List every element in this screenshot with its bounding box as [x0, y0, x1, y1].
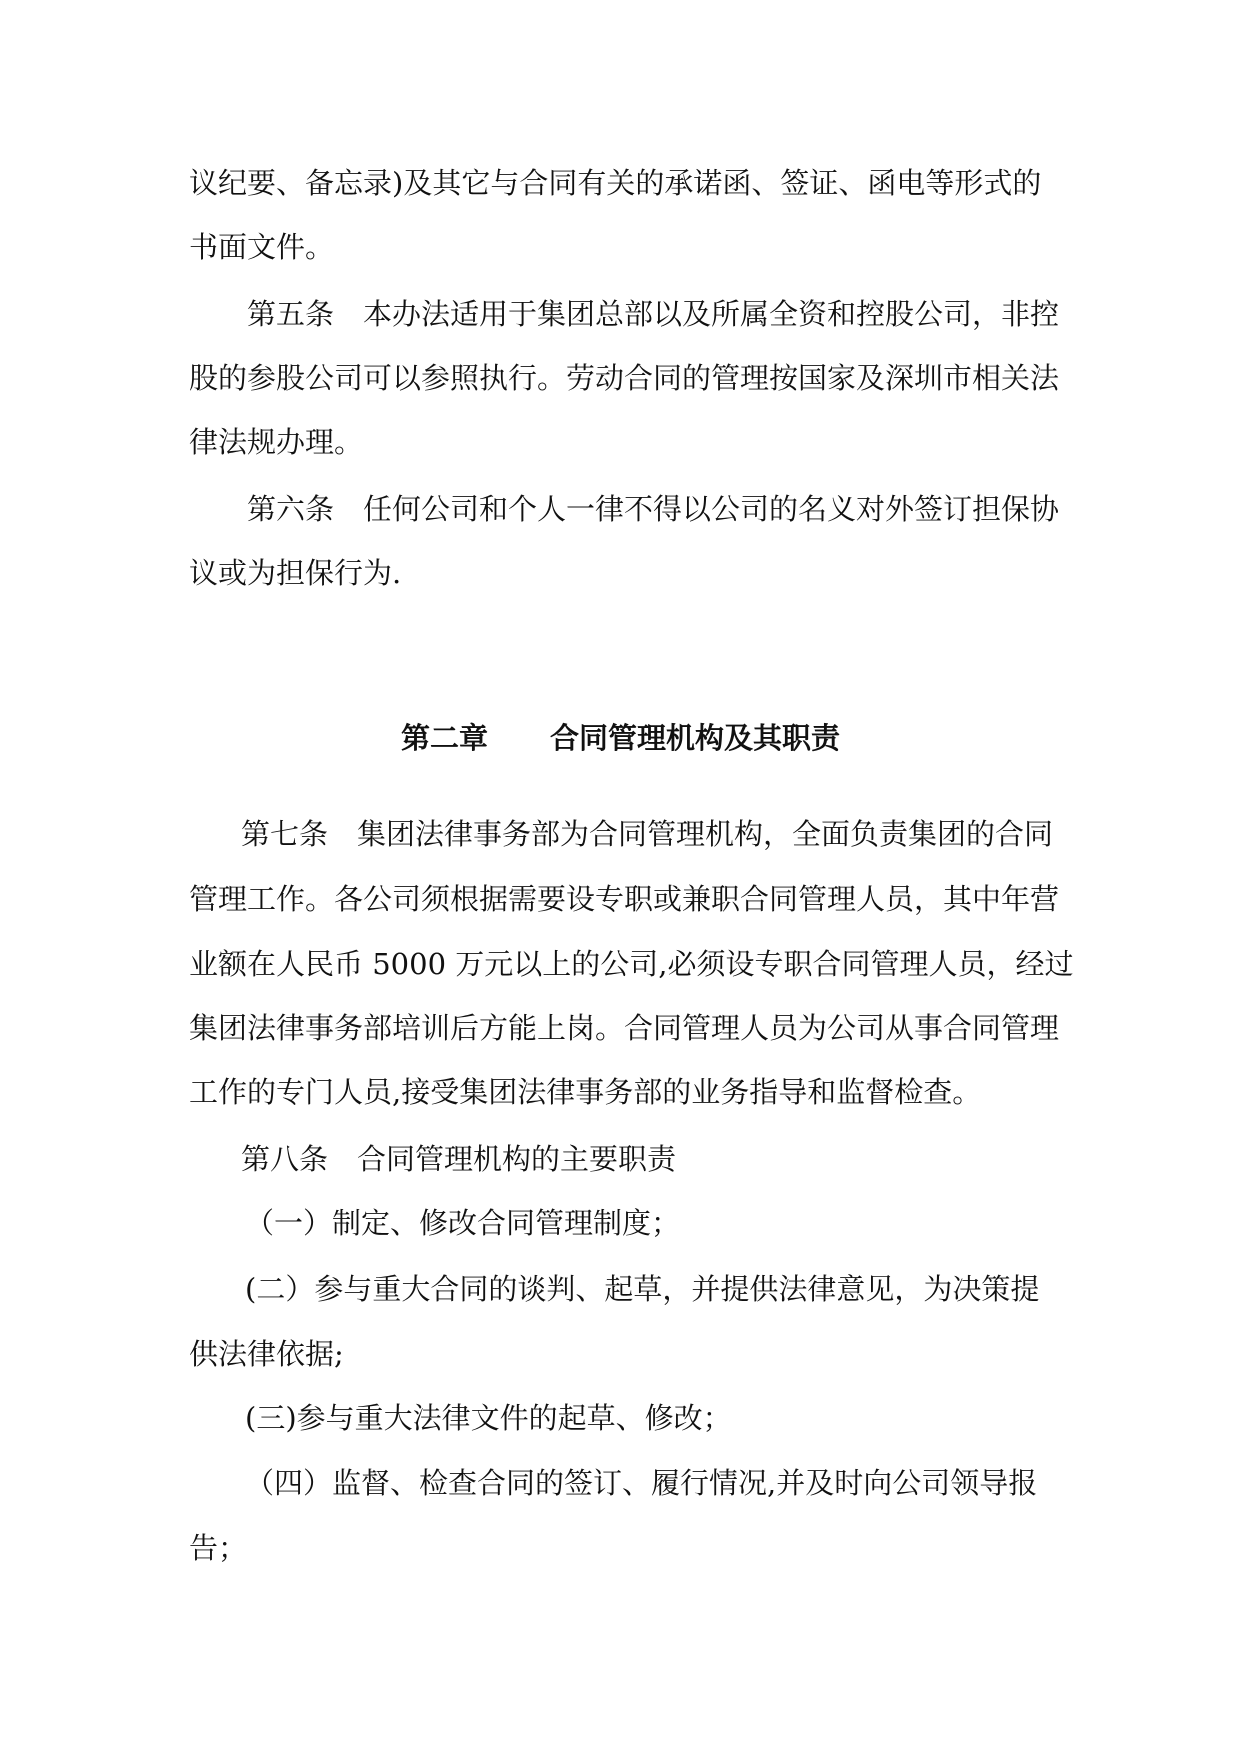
- list-item-continuation: 供法律依据;: [189, 1337, 344, 1371]
- article-7-line: 业额在人民币 5000 万元以上的公司,必须设专职合同管理人员，经过: [189, 947, 1074, 981]
- list-item: (二）参与重大合同的谈判、起草，并提供法律意见，为决策提: [245, 1272, 1040, 1306]
- article-8-heading: 第八条 合同管理机构的主要职责: [241, 1142, 677, 1176]
- article-6-line: 第六条 任何公司和个人一律不得以公司的名义对外签订担保协: [247, 492, 1060, 526]
- article-5-line: 股的参股公司可以参照执行。劳动合同的管理按国家及深圳市相关法: [189, 361, 1060, 395]
- list-item: (三)参与重大法律文件的起草、修改；: [245, 1401, 732, 1435]
- article-7-line: 第七条 集团法律事务部为合同管理机构，全面负责集团的合同: [241, 817, 1054, 851]
- list-item: （四）监督、检查合同的签订、履行情况,并及时向公司领导报: [245, 1466, 1038, 1500]
- article-7-line: 工作的专门人员,接受集团法律事务部的业务指导和监督检查。: [189, 1075, 982, 1109]
- list-item: （一）制定、修改合同管理制度；: [245, 1206, 681, 1240]
- paragraph-line: 书面文件。: [189, 230, 335, 264]
- article-6-line: 议或为担保行为.: [189, 556, 402, 590]
- chapter-number: 第二章: [400, 721, 488, 755]
- chapter-title: 合同管理机构及其职责: [550, 721, 841, 755]
- article-7-line: 集团法律事务部培训后方能上岗。合同管理人员为公司从事合同管理: [189, 1011, 1060, 1045]
- article-5-line: 律法规办理。: [189, 425, 364, 459]
- list-item-continuation: 告；: [189, 1531, 248, 1565]
- article-5-line: 第五条 本办法适用于集团总部以及所属全资和控股公司，非控: [247, 297, 1060, 331]
- article-7-line: 管理工作。各公司须根据需要设专职或兼职合同管理人员，其中年营: [189, 882, 1060, 916]
- chapter-heading: [0, 718, 1241, 758]
- paragraph-line: 议纪要、备忘录)及其它与合同有关的承诺函、签证、函电等形式的: [189, 166, 1042, 200]
